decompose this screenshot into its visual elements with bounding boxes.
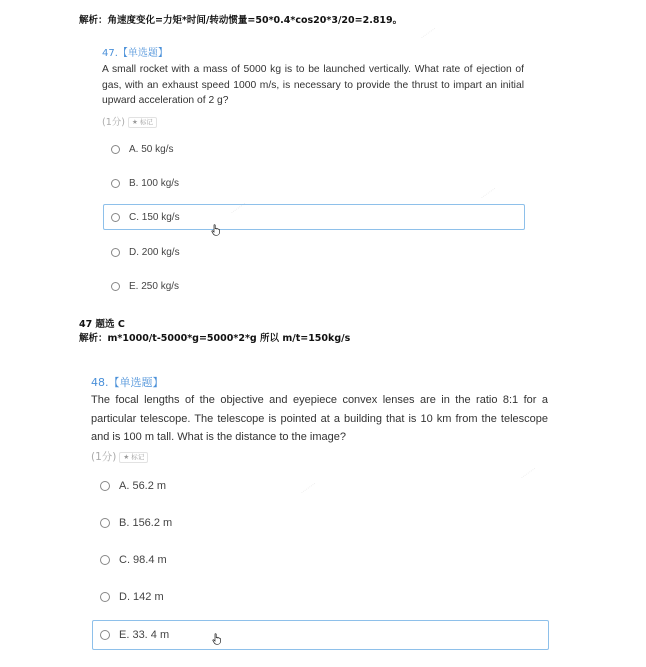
radio-circle-icon[interactable] (111, 179, 120, 188)
radio-circle-icon[interactable] (111, 282, 120, 291)
option-label: A. 50 kg/s (129, 143, 174, 155)
option-d[interactable] (92, 587, 549, 607)
hand-pointer-icon (212, 633, 222, 645)
option-label: D. 200 kg/s (129, 246, 180, 258)
option-label: A. 56.2 m (119, 480, 167, 492)
option-label: C. 98.4 m (119, 554, 167, 566)
option-label: C. 150 kg/s (129, 211, 180, 223)
radio-circle-icon[interactable] (111, 248, 120, 257)
mark-button[interactable]: ★ 标记 (119, 452, 148, 463)
option-c[interactable] (103, 204, 525, 230)
option-b[interactable] (103, 174, 525, 192)
radio-circle-icon[interactable] (100, 555, 110, 565)
question-text: The focal lengths of the objective and eyepiece convex lenses are in the ratio 8:1 for a particular telescope. The telescope is pointed at a building that is 10 km from the telescope and is 100 m tall. What is the distance to the image? (91, 394, 548, 443)
score-row (102, 110, 157, 129)
score-label: (1分) (91, 451, 117, 463)
radio-circle-icon[interactable] (100, 518, 110, 528)
radio-circle-icon[interactable] (100, 630, 110, 640)
option-a[interactable] (103, 140, 525, 158)
option-label: D. 142 m (119, 591, 164, 603)
option-label: E. 33. 4 m (119, 629, 170, 641)
mark-button[interactable]: ★ 标记 (128, 117, 157, 128)
answer-line: 47 题选 C (79, 319, 125, 330)
radio-circle-icon[interactable] (111, 213, 120, 222)
radio-circle-icon[interactable] (111, 145, 120, 154)
radio-circle-icon[interactable] (100, 592, 110, 602)
option-b[interactable] (92, 513, 549, 533)
solution-line: 解析：m*1000/t-5000*g=5000*2*g 所以 m/t=150kg/s (79, 333, 351, 344)
option-label: B. 156.2 m (119, 517, 173, 529)
option-label: E. 250 kg/s (129, 280, 180, 292)
score-row (91, 445, 148, 464)
radio-circle-icon[interactable] (100, 481, 110, 491)
previous-solution-line: 解析：角速度变化=力矩*时间/转动惯量=50*0.4*cos20*3/20=2.819。 (79, 15, 403, 26)
option-a[interactable] (92, 476, 549, 496)
question-text: A small rocket with a mass of 5000 kg is to be launched vertically. What rate of ejection of gas, with an exhaust speed 1000 m/s, is necessary to provide the thrust to impart an initial upward acceleration of 2 g? (102, 64, 524, 106)
score-label: (1分) (102, 117, 125, 128)
hand-pointer-icon (211, 224, 221, 236)
question-number-tag: 48.【单选题】 (91, 376, 164, 389)
option-label: B. 100 kg/s (129, 177, 180, 189)
option-e[interactable] (103, 277, 525, 295)
question-number-tag: 47.【单选题】 (102, 48, 168, 59)
option-e[interactable] (92, 620, 549, 650)
option-c[interactable] (92, 550, 549, 570)
option-d[interactable] (103, 243, 525, 261)
